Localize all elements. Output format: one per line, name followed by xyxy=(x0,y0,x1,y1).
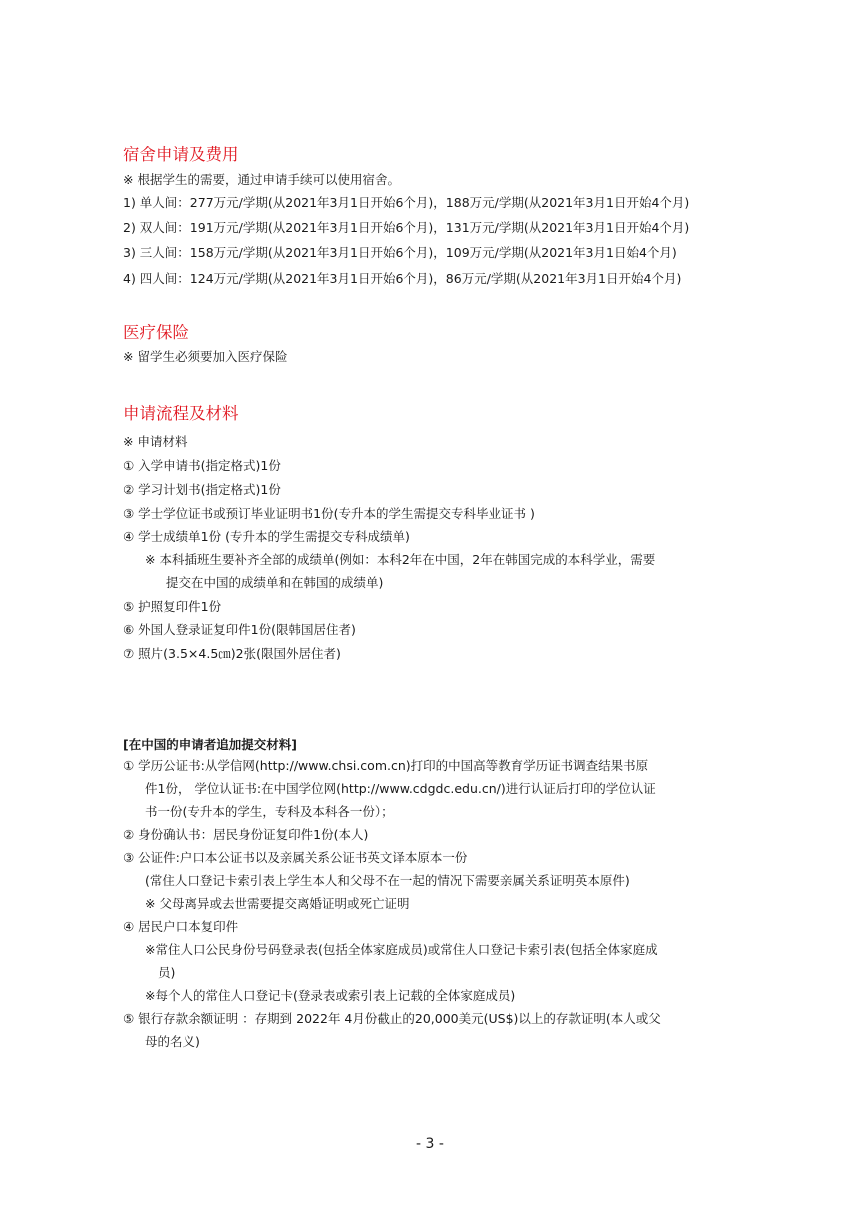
insurance-section-title: 医疗保险 xyxy=(123,323,189,342)
dorm-item-double: 2) 双人间：191万元/学期(从2021年3月1日开始6个月)，131万元/学期(从2021年3月1日开始4个月) xyxy=(123,220,690,235)
china-item: ① 学历公证书:从学信网(http://www.chsi.com.cn)打印的中国高等教育学历证书调查结果书原 xyxy=(123,758,649,773)
dorm-section-title: 宿舍申请及费用 xyxy=(123,145,239,164)
material-item: ④ 学士成绩单1份 (专升本的学生需提交专科成绩单) xyxy=(123,529,410,544)
process-section-title: 申请流程及材料 xyxy=(123,404,239,423)
dorm-note: ※ 根据学生的需要，通过申请手续可以使用宿舍。 xyxy=(123,172,400,187)
insurance-note: ※ 留学生必须要加入医疗保险 xyxy=(123,349,288,364)
china-subnote: ※每个人的常住人口登记卡(登录表或索引表上记载的全体家庭成员) xyxy=(145,988,516,1003)
china-item: ③ 公证件:户口本公证书以及亲属关系公证书英文译本原本一份 xyxy=(123,850,468,865)
china-item-cont: 母的名义) xyxy=(145,1034,200,1049)
dorm-item-single: 1) 单人间：277万元/学期(从2021年3月1日开始6个月)，188万元/学期(从2021年3月1日开始4个月) xyxy=(123,195,690,210)
material-item: ⑦ 照片(3.5×4.5㎝)2张(限国外居住者) xyxy=(123,646,341,661)
china-subnote-cont: 员) xyxy=(158,965,176,980)
china-item: ④ 居民户口本复印件 xyxy=(123,919,239,934)
material-item: ⑤ 护照复印件1份 xyxy=(123,599,222,614)
material-subnote: ※ 本科插班生要补齐全部的成绩单(例如：本科2年在中国，2年在韩国完成的本科学业，需要 xyxy=(145,552,656,567)
china-item-cont: 书一份(专升本的学生，专科及本科各一份）； xyxy=(145,804,394,819)
china-subnote: ※常住人口公民身份号码登录表(包括全体家庭成员)或常住人口登记卡索引表(包括全体家庭成 xyxy=(145,942,658,957)
material-subnote-cont: 提交在中国的成绩单和在韩国的成绩单) xyxy=(166,575,384,590)
china-item: ② 身份确认书：居民身份证复印件1份(本人) xyxy=(123,827,369,842)
china-item-cont: 件1份， 学位认证书:在中国学位网(http://www.cdgdc.edu.cn/)进行认证后打印的学位认证 xyxy=(145,781,656,796)
page-number: - 3 - xyxy=(416,1136,444,1152)
china-section-title: [在中国的申请者追加提交材料] xyxy=(123,737,297,752)
process-note: ※ 申请材料 xyxy=(123,434,188,449)
material-item: ⑥ 外国人登录证复印件1份(限韩国居住者) xyxy=(123,622,356,637)
china-item-cont: (常住人口登记卡索引表上学生本人和父母不在一起的情况下需要亲属关系证明英本原件) xyxy=(145,873,630,888)
dorm-item-triple: 3) 三人间：158万元/学期(从2021年3月1日开始6个月)，109万元/学期(从2021年3月1日始4个月) xyxy=(123,245,677,260)
material-item: ② 学习计划书(指定格式)1份 xyxy=(123,482,281,497)
material-item: ③ 学士学位证书或预订毕业证明书1份(专升本的学生需提交专科毕业证书 ) xyxy=(123,506,535,521)
dorm-item-quad: 4) 四人间：124万元/学期(从2021年3月1日开始6个月)，86万元/学期(从2021年3月1日开始4个月) xyxy=(123,271,682,286)
china-item: ⑤ 银行存款余额证明 ：存期到 2022年 4月份截止的20,000美元(US$)以上的存款证明(本人或父 xyxy=(123,1011,661,1026)
material-item: ① 入学申请书(指定格式)1份 xyxy=(123,458,281,473)
china-subnote: ※ 父母离异或去世需要提交离婚证明或死亡证明 xyxy=(145,896,410,911)
